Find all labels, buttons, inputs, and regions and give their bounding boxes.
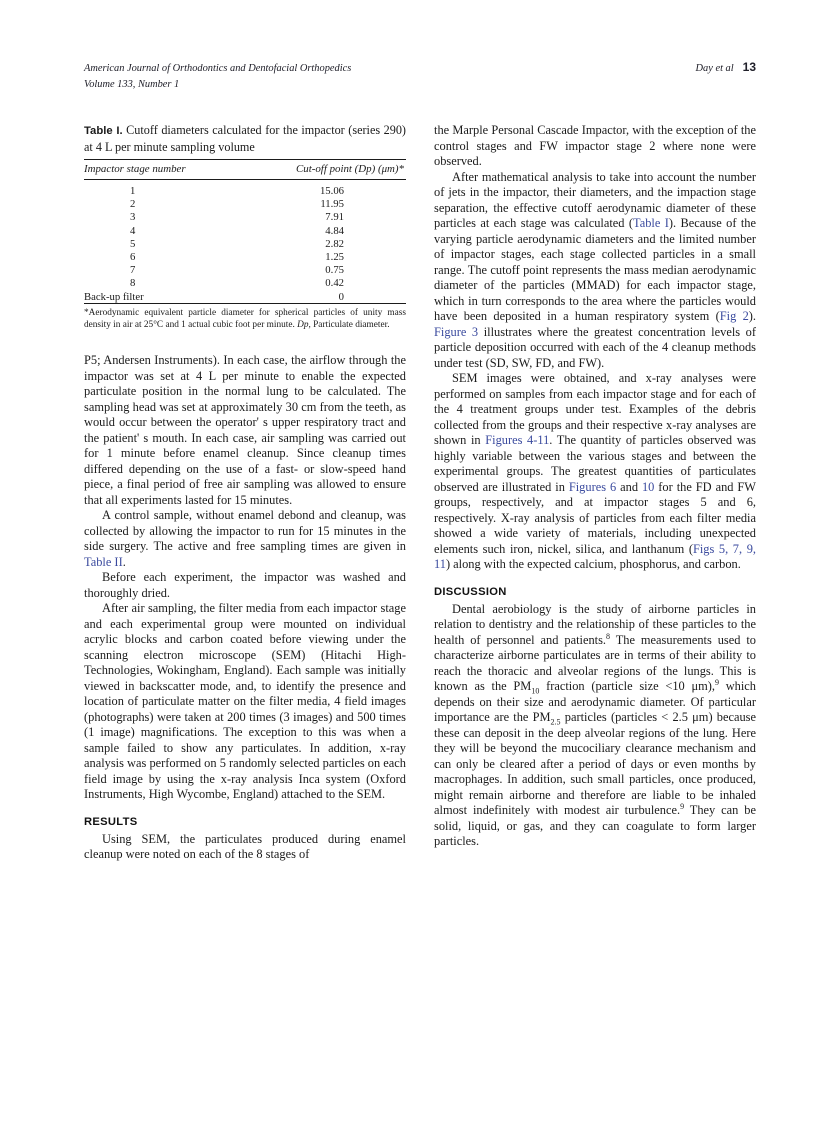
table-bottom-rule	[84, 303, 406, 304]
disc-text-b: The measurements used to characterize airborne particulates are in terms of their ability to reach the thoracic and alveolar regions of the lungs. This is known as the PM	[434, 632, 756, 693]
cell-stage: 1	[130, 185, 136, 197]
link-table-2[interactable]: Table II	[84, 554, 123, 569]
cell-stage: 8	[130, 277, 136, 290]
math-text-d: illustrates where the greatest concentration levels of particle deposition occurred with each of the 4 cleanup methods under test (SD, SW, FD, and FW).	[434, 324, 756, 370]
cell-stage: 7	[130, 264, 136, 277]
table-label: Table I.	[84, 125, 123, 137]
cell-cutoff: 2.82	[325, 237, 344, 250]
sem-text-e: ) along with the expected calcium, phosphorus, and carbon.	[445, 557, 741, 571]
cell-cutoff: 0.75	[325, 264, 344, 277]
column-header-cutoff: Cut-off point (Dp) (μm)*	[295, 163, 404, 175]
table-row	[84, 290, 406, 303]
cell-cutoff: 11.95	[320, 198, 344, 211]
heading-discussion: DISCUSSION	[434, 585, 507, 598]
disc-text-f: They can be solid, liquid, or gas, and they can coagulate to form larger particles.	[434, 803, 756, 848]
paragraph-impactor-washed: Before each experiment, the impactor was washed and thoroughly dried.	[84, 570, 406, 600]
cell-cutoff: 15.06	[319, 185, 344, 197]
disc-text-d: which depends on their size and aerodynamic diameter. Of particular importance are the PM	[434, 679, 757, 724]
running-head-volume: Volume 133, Number 1	[84, 78, 180, 90]
cell-stage: 2	[130, 198, 136, 211]
paragraph-methods-continued: P5; Andersen Instruments). In each case, the airflow through the impactor was set at 4 L per minute to enable the expected particulate position in the normal lung to be calculated. The sampling head was set at approximately 30 cm from the teeth, as would occur between the operator' s upper respiratory tract and the patient' s mouth. In each case, air sampling was carried out for 1 minute before enamel cleanup. Since cleanup times differed depending on the use of a fast- or slow-speed hand piece, a final period of free air sampling was allowed to ensure that all experiments lasted for 15 minutes.	[84, 353, 406, 507]
page-number: 13	[742, 60, 756, 74]
cell-cutoff: 0.42	[325, 277, 344, 290]
paragraph-sem-images	[434, 371, 756, 573]
link-figs-5-7-9-11[interactable]: Figs 5, 7, 9, 11	[434, 541, 756, 571]
cell-cutoff: 0	[338, 290, 344, 303]
sem-text-c: and	[616, 479, 642, 494]
table-caption-text: Cutoff diameters calculated for the impactor (series 290) at 4 L per minute sampling volume	[84, 123, 406, 154]
running-head	[84, 60, 756, 92]
math-text-a: After mathematical analysis to take into account the number of jets in the impactor, their diameters, and the impaction stage separation, the effective cutoff aerodynamic diameter of these particles at each stage was calculated (	[434, 169, 756, 230]
table-footnote-asterisk-note: *Aerodynamic equivalent particle diameter for spherical particles of unity mass density in air at 25°C and 1 actual cubic foot per minute.	[84, 308, 406, 330]
math-text-b: ). Because of the varying particle aerodynamic diameters and the limited number of impactor stages, each stage collected particles in a small range. The cutoff point represents the mass median aerodynamic diameter of the particles (MMAD) for each impactor stage, which in turn corresponds to the area where the particles would have been deposited in a human respiratory system (	[434, 216, 756, 323]
paragraph-discussion	[434, 602, 756, 850]
paragraph-control-sample	[84, 508, 406, 570]
table-spacer	[84, 331, 406, 353]
table-header-row	[84, 160, 406, 179]
link-table-1[interactable]: Table I	[633, 216, 669, 230]
right-column	[434, 123, 756, 850]
cell-stage: Back-up filter	[84, 290, 144, 303]
link-figure-10[interactable]: 10	[641, 479, 655, 494]
cell-stage: 5	[130, 237, 136, 250]
table-1	[84, 123, 406, 331]
table-footnote	[84, 308, 406, 331]
running-head-journal-title: American Journal of Orthodontics and Dentofacial Orthopedics	[84, 63, 352, 74]
cell-cutoff: 7.91	[325, 211, 344, 224]
table-row	[84, 224, 406, 237]
sem-text-b: . The quantity of particles observed was highly variable between the various stages and between the experimental groups. The greatest quantities of particulates observed are illustrated in	[434, 433, 756, 494]
link-figures-4-11[interactable]: Figures 4-11	[485, 433, 550, 447]
link-figure-3[interactable]: Figure 3	[434, 324, 479, 339]
table-body	[84, 180, 406, 303]
paragraph-results-opening: Using SEM, the particulates produced during enamel cleanup were noted on each of the 8 stages of	[84, 831, 406, 862]
table-row	[84, 250, 406, 263]
paragraph-results-continued: the Marple Personal Cascade Impactor, with the exception of the control stages and FW impactor stage 2 where none were observed.	[434, 123, 756, 168]
column-header-stage: Impactor stage number	[84, 163, 186, 175]
table-row	[84, 237, 406, 250]
disc-text-e: particles (particles < 2.5 μm) because these can deposit in the deep alveolar regions of the lung. Here they will be beyond the mucociliary clearance mechanism and can only be cleared after a period of days or even months by macrophages. In addition, such small particles, once produced, might remain airborne and therefore are liable to be inhaled almost indefinitely with modest air turbulence.	[434, 710, 756, 817]
cell-stage: 4	[130, 224, 136, 237]
paragraph-control-text-a: A control sample, without enamel debond and cleanup, was collected by allowing the impactor to run for 15 minutes in the side surgery. The active and free sampling times are given in	[84, 508, 406, 554]
table-row	[84, 198, 406, 211]
disc-text-c: fraction (particle size <10 μm),	[539, 679, 715, 693]
reference-superscript-9b: 9	[680, 801, 685, 811]
left-column	[84, 123, 406, 863]
link-figures-6[interactable]: Figures 6	[568, 479, 617, 494]
link-fig-2[interactable]: Fig 2	[719, 309, 749, 323]
paragraph-control-text-b: .	[122, 554, 126, 569]
pm25-subscript: 2.5	[550, 717, 561, 727]
reference-superscript-9a: 9	[714, 677, 719, 687]
table-row	[84, 180, 406, 198]
table-row	[84, 211, 406, 224]
table-row	[84, 264, 406, 277]
reference-superscript-8: 8	[606, 631, 611, 641]
disc-text-a: Dental aerobiology is the study of airborne particles in relation to dentistry and the relationship of these particles to the health of personnel and patients.	[434, 601, 756, 647]
math-text-c: ).	[748, 309, 757, 323]
cell-stage: 3	[130, 211, 136, 224]
cell-cutoff: 1.25	[325, 250, 344, 263]
table-caption	[84, 123, 406, 155]
paragraph-sem-preparation: After air sampling, the filter media from each impactor stage and each experimental group were mounted on individual acrylic blocks and carbon coated before viewing under the scanning electron microscope (SEM) (Hitachi High-Technologies, Wokingham, England). Each sample was initially viewed in backscatter mode, and, to identify the presence and location of particulate matter on the filter media, 4 field images (photographs) were taken at 200 times (3 images) and 500 times (1 image) magnifications. The exception to this was when a sample failed to show any particulates. In addition, x-ray analysis was performed on 5 randomly selected particles on each field image by using the x-ray analysis Inca system (Oxford Instruments, High Wycombe, England) attached to the SEM.	[84, 601, 406, 802]
heading-results: RESULTS	[84, 815, 138, 828]
table-footnote-dp-text: Particulate diameter.	[310, 319, 390, 330]
sem-text-d: for the FD and FW groups, respectively, and at impactor stages 5 and 6, respectively. X-ray analysis of particles from each filter media showed a wide variety of materials, including unexpected elements such iron, nickel, silica, and lanthanum (	[434, 479, 757, 556]
table-data	[84, 160, 406, 179]
table-footnote-dp-label: Dp,	[297, 319, 311, 330]
running-head-authors: Day et al	[695, 63, 734, 74]
table-row	[84, 277, 406, 290]
cell-cutoff: 4.84	[325, 224, 344, 237]
paragraph-mathematical-analysis	[434, 170, 756, 372]
cell-stage: 6	[130, 250, 136, 263]
sem-text-a: SEM images were obtained, and x-ray analyses were performed on samples from each impactor stage and for each of the 4 treatment groups under test. Examples of the debris collected from the groups and their respective x-ray analyses are shown in	[434, 371, 756, 447]
pm10-subscript: 10	[531, 686, 540, 696]
